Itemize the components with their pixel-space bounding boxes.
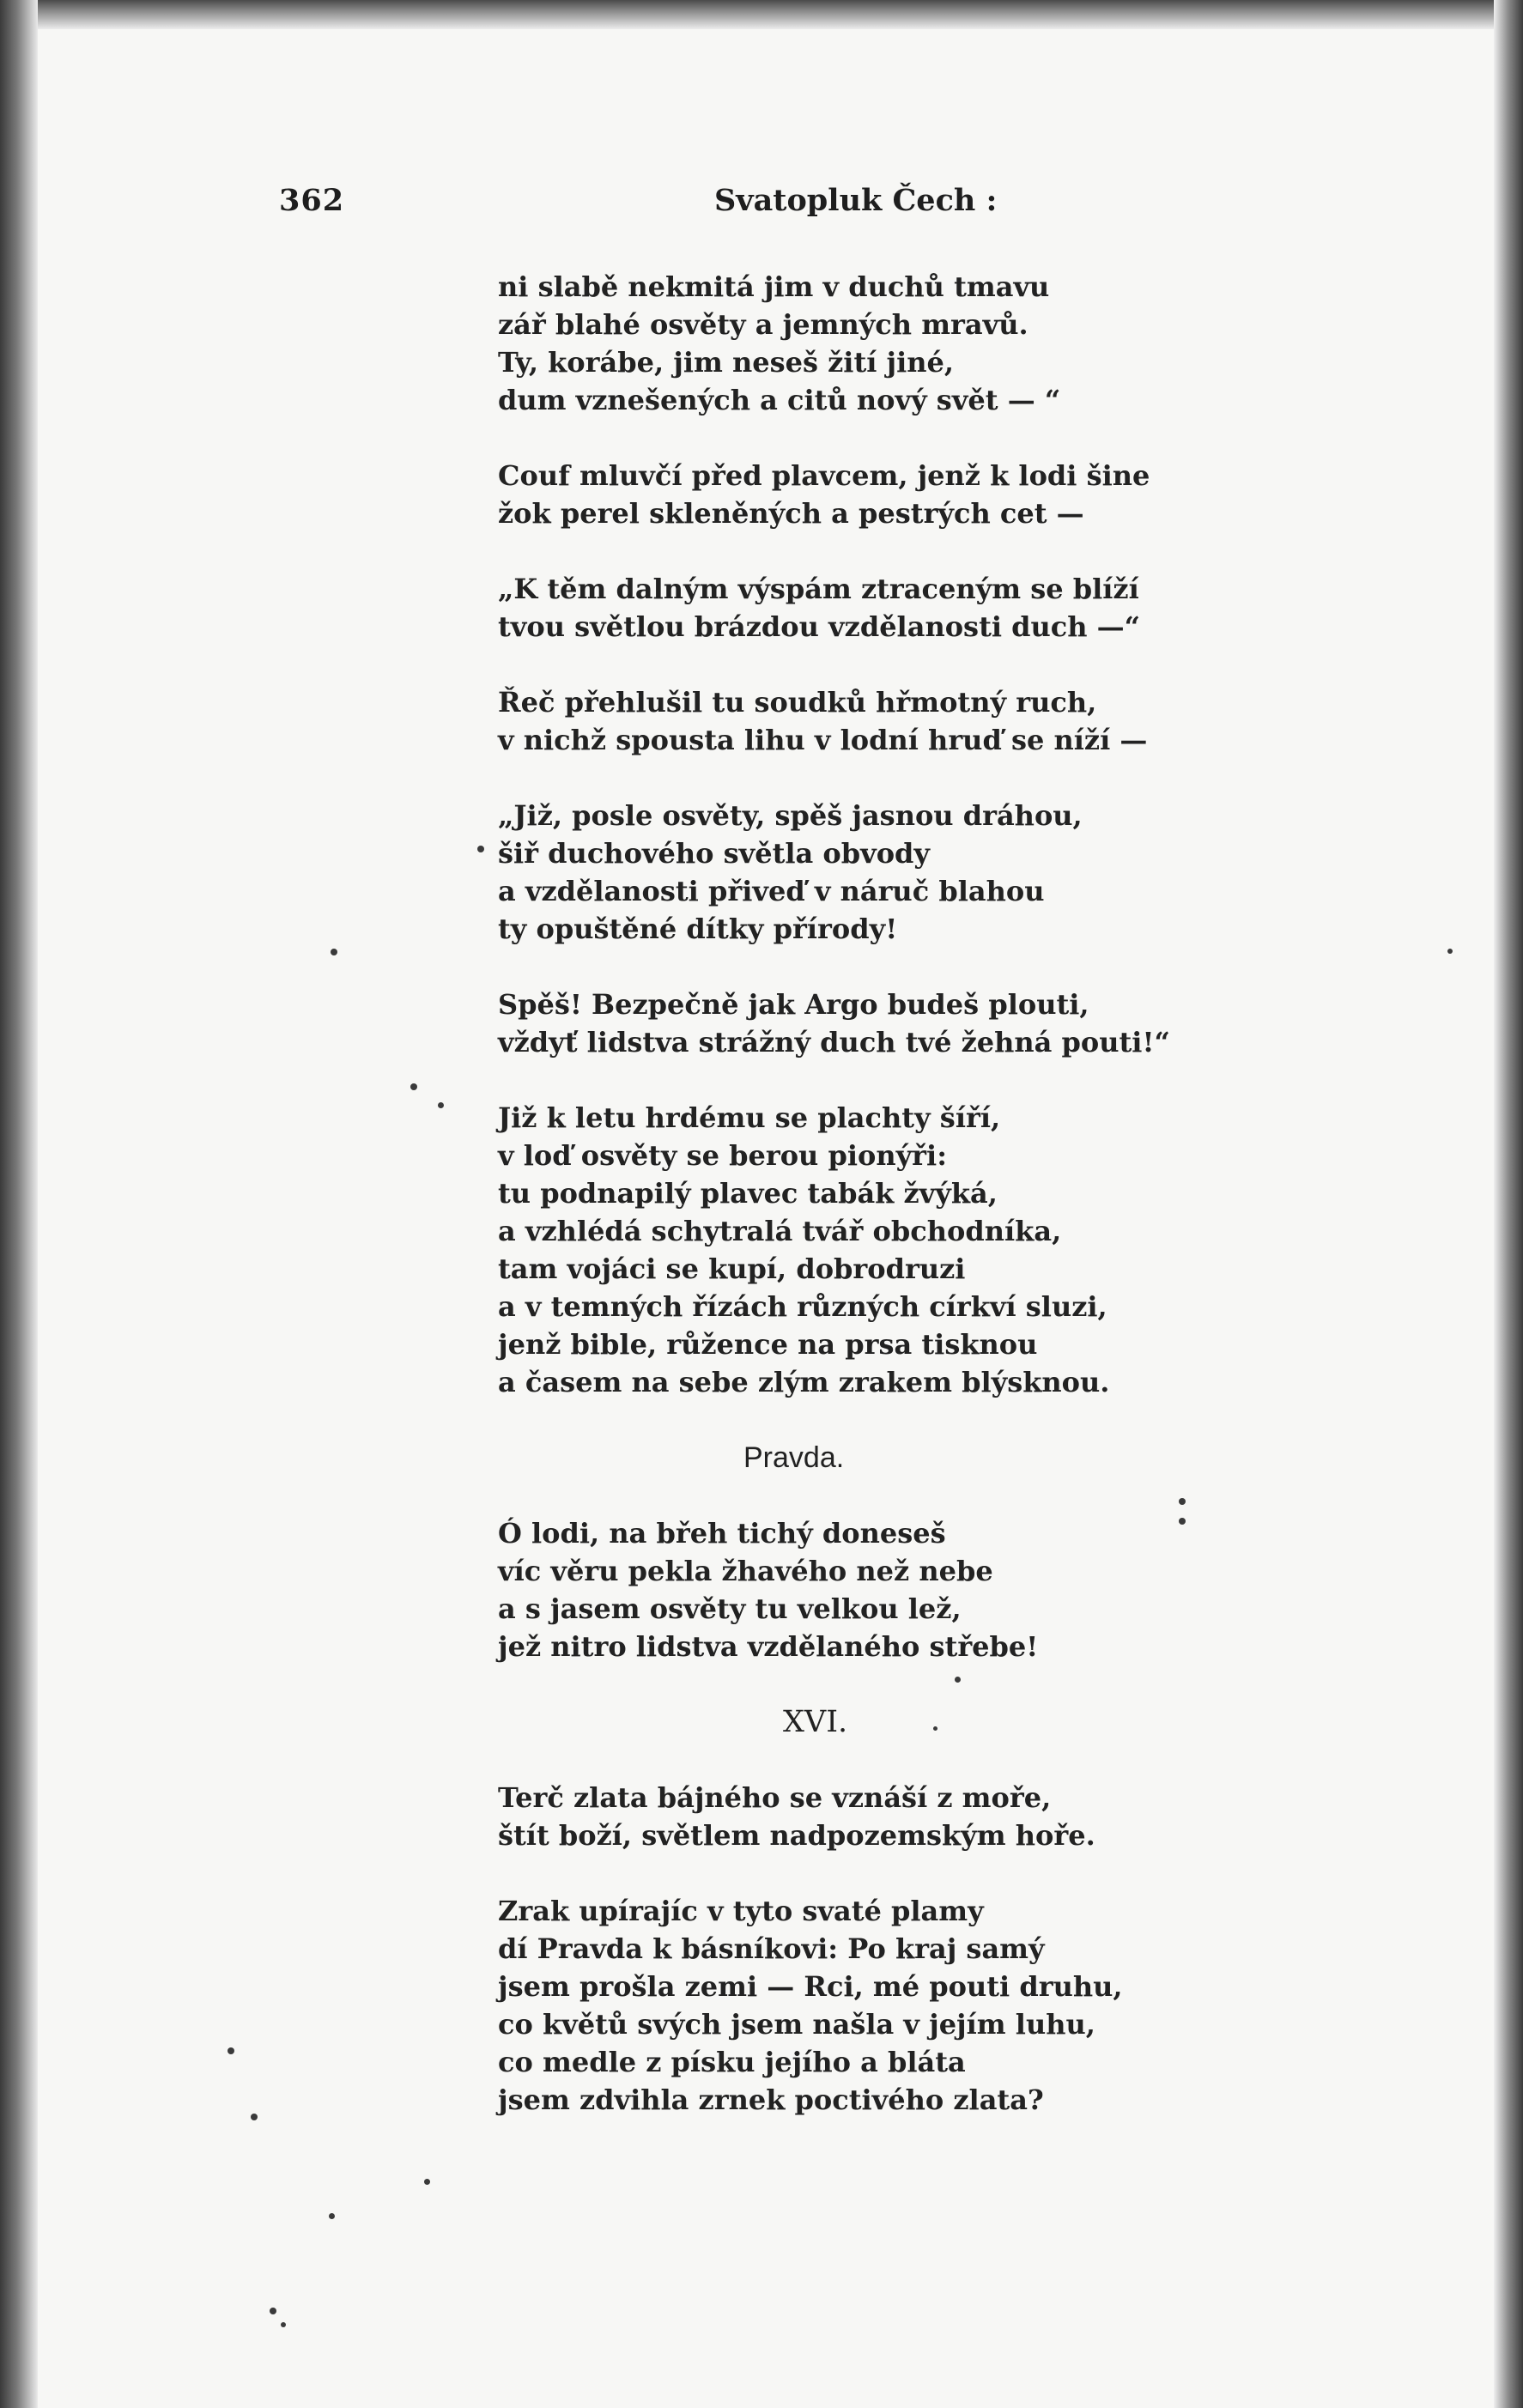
scan-speck xyxy=(228,2047,234,2054)
verse-line: a vzhlédá schytralá tvář obchodníka, xyxy=(498,1215,1062,1247)
stanza xyxy=(498,797,1425,948)
verse-line: dí Pravda k básníkovi: Po kraj samý xyxy=(498,1932,1045,1965)
verse-line: ty opuštěné dítky přírody! xyxy=(498,913,898,945)
scan-top-edge xyxy=(0,0,1523,29)
section-heading-xvi: XVI. xyxy=(783,1705,848,1739)
poem-body xyxy=(498,268,1425,2156)
scan-speck xyxy=(270,2308,276,2314)
verse-line: šiř duchového světla obvody xyxy=(498,837,931,870)
scan-speck xyxy=(1179,1498,1186,1505)
verse-line: co medle z písku jejího a bláta xyxy=(498,2046,966,2078)
verse-line: co květů svých jsem našla v jejím luhu, xyxy=(498,2008,1095,2041)
stanza xyxy=(498,457,1425,532)
verse-line: Ty, korábe, jim neseš žití jiné, xyxy=(498,346,955,379)
scan-speck xyxy=(331,949,337,955)
scan-speck xyxy=(1179,1518,1186,1525)
verse-line: a v temných řízách různých církví sluzi, xyxy=(498,1290,1107,1323)
scan-left-edge xyxy=(0,0,38,2408)
stanza xyxy=(498,1779,1425,1854)
verse-line: zář blahé osvěty a jemných mravů. xyxy=(498,308,1028,341)
stanza xyxy=(498,570,1425,646)
verse-line: „K těm dalným výspám ztraceným se blíží xyxy=(498,573,1139,605)
verse-line: dum vznešených a citů nový svět — “ xyxy=(498,384,1061,416)
verse-line: jenž bible, růžence na prsa tisknou xyxy=(498,1328,1038,1361)
scan-speck xyxy=(281,2322,286,2327)
scan-speck xyxy=(410,1083,417,1090)
verse-line: vždyť lidstva strážný duch tvé žehná pouti!“ xyxy=(498,1026,1170,1058)
verse-line: jsem zdvihla zrnek poctivého zlata? xyxy=(498,2083,1044,2116)
verse-line: a s jasem osvěty tu velkou lež, xyxy=(498,1592,962,1625)
verse-line: Couf mluvčí před plavcem, jenž k lodi šine xyxy=(498,459,1150,492)
verse-line: Ó lodi, na břeh tichý doneseš xyxy=(498,1517,946,1550)
stanza xyxy=(498,268,1425,419)
scan-speck xyxy=(477,846,484,852)
scan-right-edge xyxy=(1494,0,1523,2408)
verse-line: Terč zlata bájného se vznáší z moře, xyxy=(498,1781,1052,1814)
verse-line: ni slabě nekmitá jim v duchů tmavu xyxy=(498,270,1050,303)
scan-speck xyxy=(933,1726,937,1731)
page-number: 362 xyxy=(279,183,345,218)
verse-line: tu podnapilý plavec tabák žvýká, xyxy=(498,1177,998,1210)
verse-line: víc věru pekla žhavého než nebe xyxy=(498,1555,993,1587)
scan-speck xyxy=(955,1677,961,1683)
verse-line: štít boží, světlem nadpozemským hoře. xyxy=(498,1819,1095,1852)
verse-line: „Již, posle osvěty, spěš jasnou dráhou, xyxy=(498,799,1083,832)
verse-line: Zrak upírajíc v tyto svaté plamy xyxy=(498,1895,984,1927)
section-heading-pravda: Pravda. xyxy=(743,1441,845,1474)
scan-speck xyxy=(438,1102,444,1108)
verse-line: Již k letu hrdému se plachty šíří, xyxy=(498,1101,1001,1134)
verse-line: Řeč přehlušil tu soudků hřmotný ruch, xyxy=(498,686,1097,719)
verse-line: žok perel skleněných a pestrých cet — xyxy=(498,497,1084,530)
scan-speck xyxy=(251,2114,258,2120)
stanza xyxy=(498,1892,1425,2119)
verse-line: v nichž spousta lihu v lodní hruď se níží — xyxy=(498,724,1148,756)
running-header xyxy=(0,183,1523,226)
running-title: Svatopluk Čech : xyxy=(714,183,998,218)
verse-line: tvou světlou brázdou vzdělanosti duch —“ xyxy=(498,610,1141,643)
scan-speck xyxy=(1447,949,1453,954)
verse-line: a časem na sebe zlým zrakem blýsknou. xyxy=(498,1366,1110,1398)
scan-speck xyxy=(424,2179,430,2185)
stanza xyxy=(498,986,1425,1061)
verse-line: Spěš! Bezpečně jak Argo budeš plouti, xyxy=(498,988,1089,1021)
scan-speck xyxy=(329,2213,335,2219)
stanza-pravda xyxy=(498,1514,1425,1665)
verse-line: a vzdělanosti přiveď v náruč blahou xyxy=(498,875,1045,907)
verse-line: tam vojáci se kupí, dobrodruzi xyxy=(498,1253,966,1285)
verse-line: jsem prošla zemi — Rci, mé pouti druhu, xyxy=(498,1970,1123,2003)
stanza xyxy=(498,1099,1425,1401)
verse-line: jež nitro lidstva vzdělaného střebe! xyxy=(498,1630,1039,1663)
stanza xyxy=(498,683,1425,759)
verse-line: v loď osvěty se berou pionýři: xyxy=(498,1139,947,1172)
